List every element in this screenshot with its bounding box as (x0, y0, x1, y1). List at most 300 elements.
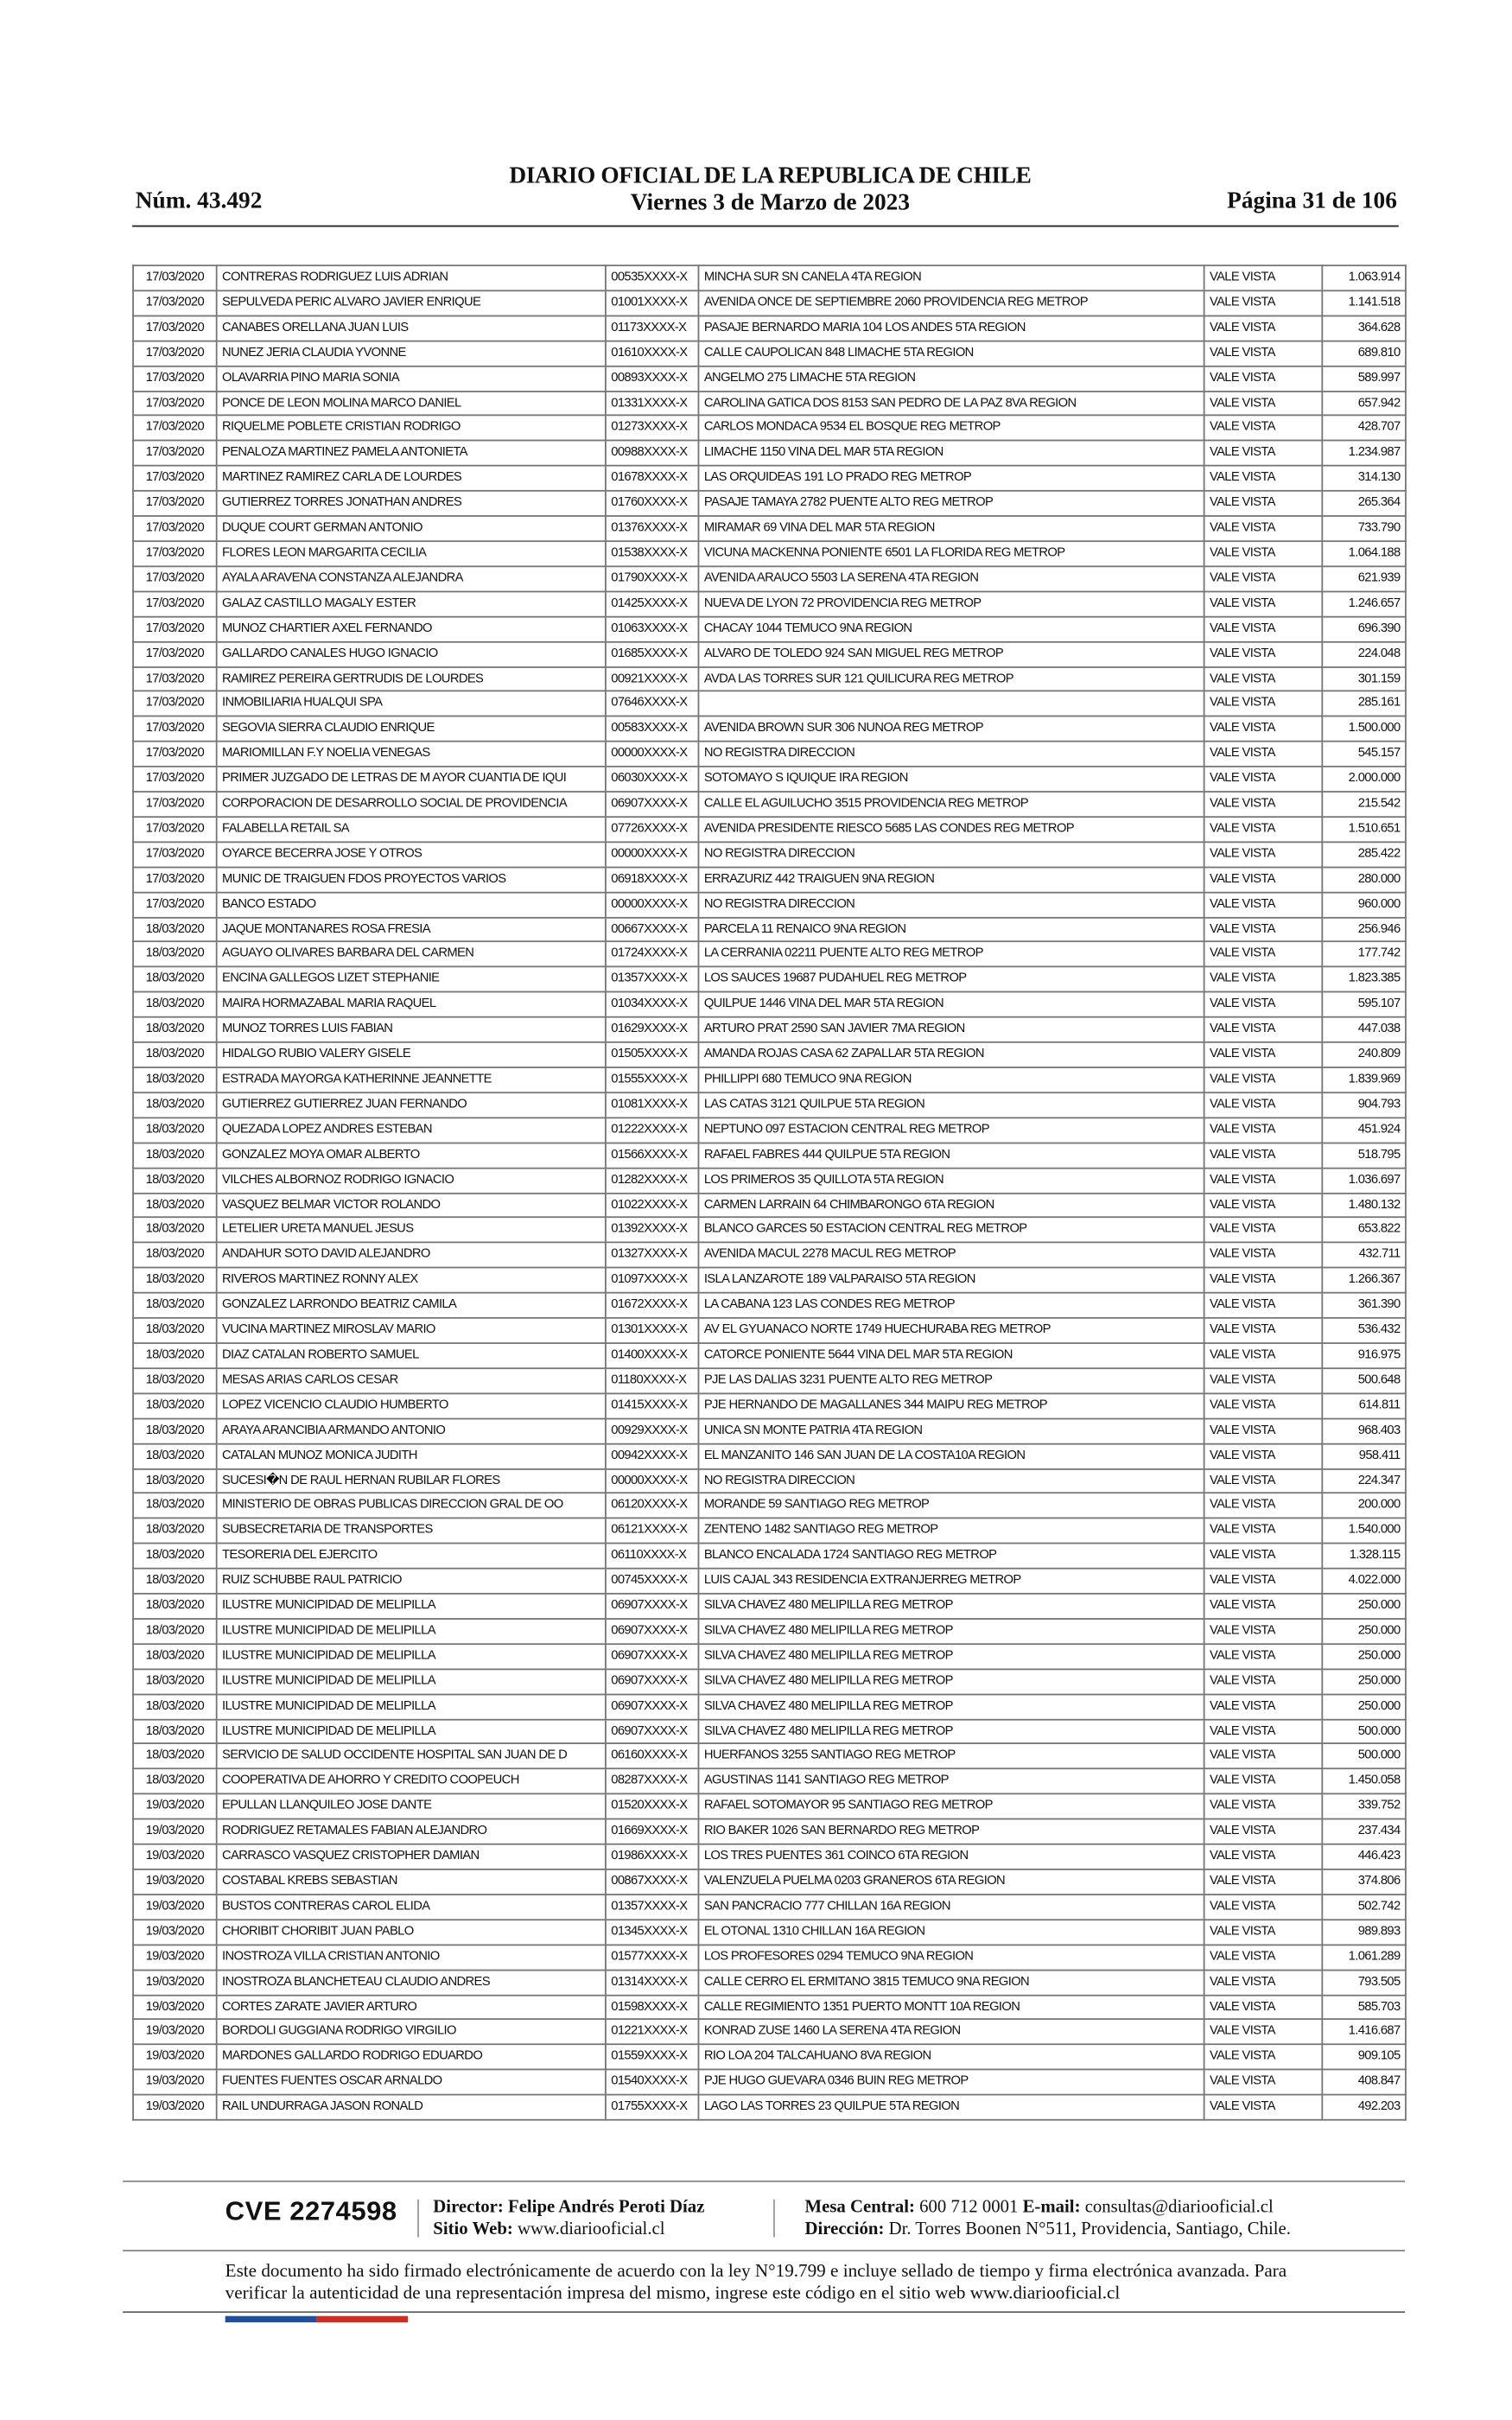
row-payment-type: VALE VISTA (1204, 1067, 1323, 1092)
row-rut: 01790XXXX-X (606, 566, 699, 591)
row-date: 19/03/2020 (133, 1920, 217, 1945)
row-name: MESAS ARIAS CARLOS CESAR (217, 1368, 606, 1393)
row-payment-type: VALE VISTA (1204, 566, 1323, 591)
row-rut: 01986XXXX-X (606, 1844, 699, 1869)
row-date: 19/03/2020 (133, 1869, 217, 1895)
row-rut: 06907XXXX-X (606, 1694, 699, 1719)
row-address: CALLE CERRO EL ERMITANO 3815 TEMUCO 9NA REGION (698, 1970, 1204, 1995)
row-amount: 224.347 (1322, 1468, 1406, 1493)
row-payment-type: VALE VISTA (1204, 992, 1323, 1017)
row-rut: 01520XXXX-X (606, 1794, 699, 1819)
row-amount: 653.822 (1322, 1218, 1406, 1243)
table-row (133, 566, 1406, 591)
row-date: 17/03/2020 (133, 591, 217, 616)
row-payment-type: VALE VISTA (1204, 967, 1323, 992)
row-date: 18/03/2020 (133, 1168, 217, 1193)
row-rut: 01760XXXX-X (606, 491, 699, 516)
row-amount: 733.790 (1322, 516, 1406, 541)
row-address: AVENIDA ARAUCO 5503 LA SERENA 4TA REGION (698, 566, 1204, 591)
row-payment-type: VALE VISTA (1204, 290, 1323, 315)
row-payment-type: VALE VISTA (1204, 1268, 1323, 1293)
row-address: SILVA CHAVEZ 480 MELIPILLA REG METROP (698, 1594, 1204, 1619)
row-amount: 689.810 (1322, 341, 1406, 366)
row-address: UNICA SN MONTE PATRIA 4TA REGION (698, 1418, 1204, 1443)
row-date: 18/03/2020 (133, 1443, 217, 1468)
row-address: NO REGISTRA DIRECCION (698, 842, 1204, 867)
row-rut: 00893XXXX-X (606, 366, 699, 391)
row-name: SUCESI�N DE RAUL HERNAN RUBILAR FLORES (217, 1468, 606, 1493)
row-name: CANABES ORELLANA JUAN LUIS (217, 315, 606, 341)
row-date: 17/03/2020 (133, 566, 217, 591)
row-name: SERVICIO DE SALUD OCCIDENTE HOSPITAL SAN JUAN DE D (217, 1744, 606, 1769)
row-rut: 01081XXXX-X (606, 1092, 699, 1118)
row-payment-type: VALE VISTA (1204, 892, 1323, 917)
row-rut: 06907XXXX-X (606, 1669, 699, 1694)
row-name: ILUSTRE MUNICIPIDAD DE MELIPILLA (217, 1669, 606, 1694)
row-address: LAS CATAS 3121 QUILPUE 5TA REGION (698, 1092, 1204, 1118)
publication-date: Viernes 3 de Marzo de 2023 (630, 190, 911, 216)
row-amount: 1.064.188 (1322, 541, 1406, 566)
row-date: 18/03/2020 (133, 1143, 217, 1168)
row-amount: 1.141.518 (1322, 290, 1406, 315)
row-payment-type: VALE VISTA (1204, 516, 1323, 541)
row-payment-type: VALE VISTA (1204, 1468, 1323, 1493)
row-rut: 01538XXXX-X (606, 541, 699, 566)
row-amount: 968.403 (1322, 1418, 1406, 1443)
row-payment-type: VALE VISTA (1204, 315, 1323, 341)
row-amount: 904.793 (1322, 1092, 1406, 1118)
row-payment-type: VALE VISTA (1204, 1017, 1323, 1042)
row-name: BANCO ESTADO (217, 892, 606, 917)
row-date: 18/03/2020 (133, 1368, 217, 1393)
row-payment-type: VALE VISTA (1204, 1819, 1323, 1844)
row-date: 17/03/2020 (133, 666, 217, 691)
row-rut: 01555XXXX-X (606, 1067, 699, 1092)
table-row (133, 1393, 1406, 1418)
row-address: MORANDE 59 SANTIAGO REG METROP (698, 1493, 1204, 1519)
row-name: MUNOZ CHARTIER AXEL FERNANDO (217, 616, 606, 641)
row-date: 17/03/2020 (133, 867, 217, 892)
table-row (133, 1644, 1406, 1669)
table-row (133, 265, 1406, 290)
row-rut: 00942XXXX-X (606, 1443, 699, 1468)
row-name: PRIMER JUZGADO DE LETRAS DE M AYOR CUANTIA DE IQUI (217, 767, 606, 792)
row-date: 18/03/2020 (133, 1218, 217, 1243)
row-payment-type: VALE VISTA (1204, 1569, 1323, 1594)
row-rut: 01063XXXX-X (606, 616, 699, 641)
row-payment-type: VALE VISTA (1204, 416, 1323, 441)
table-row (133, 1092, 1406, 1118)
table-row (133, 1493, 1406, 1519)
row-name: TESORERIA DEL EJERCITO (217, 1544, 606, 1569)
row-address: ISLA LANZAROTE 189 VALPARAISO 5TA REGION (698, 1268, 1204, 1293)
row-rut: 01357XXXX-X (606, 1895, 699, 1920)
row-payment-type: VALE VISTA (1204, 1769, 1323, 1794)
row-amount: 1.450.058 (1322, 1769, 1406, 1794)
row-name: GONZALEZ LARRONDO BEATRIZ CAMILA (217, 1293, 606, 1318)
row-rut: 00667XXXX-X (606, 917, 699, 942)
table-row (133, 1844, 1406, 1869)
row-name: OYARCE BECERRA JOSE Y OTROS (217, 842, 606, 867)
row-amount: 500.648 (1322, 1368, 1406, 1393)
row-date: 17/03/2020 (133, 290, 217, 315)
row-payment-type: VALE VISTA (1204, 1995, 1323, 2020)
table-row (133, 366, 1406, 391)
row-payment-type: VALE VISTA (1204, 1318, 1323, 1343)
row-address: NO REGISTRA DIRECCION (698, 1468, 1204, 1493)
email-link[interactable]: consultas@diariooficial.cl (1084, 2197, 1274, 2217)
row-rut: 00745XXXX-X (606, 1569, 699, 1594)
row-payment-type: VALE VISTA (1204, 1869, 1323, 1895)
row-name: PENALOZA MARTINEZ PAMELA ANTONIETA (217, 441, 606, 466)
row-address: ARTURO PRAT 2590 SAN JAVIER 7MA REGION (698, 1017, 1204, 1042)
payments-table-body (133, 265, 1406, 2120)
row-address: RIO BAKER 1026 SAN BERNARDO REG METROP (698, 1819, 1204, 1844)
row-amount: 585.703 (1322, 1995, 1406, 2020)
row-date: 17/03/2020 (133, 742, 217, 767)
row-date: 18/03/2020 (133, 1343, 217, 1368)
row-date: 17/03/2020 (133, 391, 217, 416)
row-address: ANGELMO 275 LIMACHE 5TA REGION (698, 366, 1204, 391)
row-date: 19/03/2020 (133, 1970, 217, 1995)
row-rut: 01559XXXX-X (606, 2045, 699, 2070)
row-rut: 00583XXXX-X (606, 716, 699, 742)
table-row (133, 2045, 1406, 2070)
row-name: RAMIREZ PEREIRA GERTRUDIS DE LOURDES (217, 666, 606, 691)
table-row (133, 942, 1406, 967)
row-date: 18/03/2020 (133, 1318, 217, 1343)
row-date: 19/03/2020 (133, 1844, 217, 1869)
row-name: ILUSTRE MUNICIPIDAD DE MELIPILLA (217, 1719, 606, 1744)
row-address: VICUNA MACKENNA PONIENTE 6501 LA FLORIDA REG METROP (698, 541, 1204, 566)
row-name: INOSTROZA BLANCHETEAU CLAUDIO ANDRES (217, 1970, 606, 1995)
row-name: LOPEZ VICENCIO CLAUDIO HUMBERTO (217, 1393, 606, 1418)
row-rut: 01331XXXX-X (606, 391, 699, 416)
website-link[interactable]: www.diariooficial.cl (518, 2219, 665, 2239)
row-address: AMANDA ROJAS CASA 62 ZAPALLAR 5TA REGION (698, 1042, 1204, 1067)
row-amount: 250.000 (1322, 1669, 1406, 1694)
row-address: RAFAEL FABRES 444 QUILPUE 5TA REGION (698, 1143, 1204, 1168)
row-name: GUTIERREZ TORRES JONATHAN ANDRES (217, 491, 606, 516)
row-payment-type: VALE VISTA (1204, 942, 1323, 967)
table-row (133, 1042, 1406, 1067)
row-amount: 1.036.697 (1322, 1168, 1406, 1193)
row-rut: 00535XXXX-X (606, 265, 699, 290)
row-amount: 545.157 (1322, 742, 1406, 767)
row-date: 19/03/2020 (133, 1895, 217, 1920)
row-rut: 01173XXXX-X (606, 315, 699, 341)
row-amount: 960.000 (1322, 892, 1406, 917)
row-address: PARCELA 11 RENAICO 9NA REGION (698, 917, 1204, 942)
row-name: SEPULVEDA PERIC ALVARO JAVIER ENRIQUE (217, 290, 606, 315)
row-date: 17/03/2020 (133, 315, 217, 341)
row-date: 19/03/2020 (133, 1945, 217, 1970)
row-address: AVENIDA MACUL 2278 MACUL REG METROP (698, 1243, 1204, 1268)
table-row (133, 1218, 1406, 1243)
row-payment-type: VALE VISTA (1204, 1594, 1323, 1619)
website-label: Sitio Web: (433, 2219, 513, 2239)
row-name: RAIL UNDURRAGA JASON RONALD (217, 2095, 606, 2120)
row-amount: 451.924 (1322, 1118, 1406, 1143)
row-name: NUNEZ JERIA CLAUDIA YVONNE (217, 341, 606, 366)
table-row (133, 691, 1406, 716)
email-label: E-mail: (1022, 2197, 1081, 2217)
table-row (133, 1945, 1406, 1970)
row-rut: 06907XXXX-X (606, 792, 699, 817)
row-amount: 2.000.000 (1322, 767, 1406, 792)
table-row (133, 1468, 1406, 1493)
row-amount: 1.823.385 (1322, 967, 1406, 992)
row-amount: 314.130 (1322, 466, 1406, 491)
row-rut: 01327XXXX-X (606, 1243, 699, 1268)
row-date: 18/03/2020 (133, 1719, 217, 1744)
row-address: CHACAY 1044 TEMUCO 9NA REGION (698, 616, 1204, 641)
row-rut: 01273XXXX-X (606, 416, 699, 441)
row-date: 18/03/2020 (133, 1243, 217, 1268)
table-row (133, 992, 1406, 1017)
row-payment-type: VALE VISTA (1204, 1293, 1323, 1318)
row-amount: 265.364 (1322, 491, 1406, 516)
row-name: FUENTES FUENTES OSCAR ARNALDO (217, 2070, 606, 2095)
row-address: NUEVA DE LYON 72 PROVIDENCIA REG METROP (698, 591, 1204, 616)
row-address: LUIS CAJAL 343 RESIDENCIA EXTRANJERREG METROP (698, 1569, 1204, 1594)
row-address: LAS ORQUIDEAS 191 LO PRADO REG METROP (698, 466, 1204, 491)
row-date: 17/03/2020 (133, 817, 217, 842)
row-payment-type: VALE VISTA (1204, 767, 1323, 792)
row-amount: 1.061.289 (1322, 1945, 1406, 1970)
row-name: ENCINA GALLEGOS LIZET STEPHANIE (217, 967, 606, 992)
row-payment-type: VALE VISTA (1204, 867, 1323, 892)
row-date: 18/03/2020 (133, 1067, 217, 1092)
row-amount: 958.411 (1322, 1443, 1406, 1468)
row-name: QUEZADA LOPEZ ANDRES ESTEBAN (217, 1118, 606, 1143)
row-name: SUBSECRETARIA DE TRANSPORTES (217, 1519, 606, 1544)
row-payment-type: VALE VISTA (1204, 1443, 1323, 1468)
table-row (133, 416, 1406, 441)
row-name: GUTIERREZ GUTIERREZ JUAN FERNANDO (217, 1092, 606, 1118)
row-payment-type: VALE VISTA (1204, 716, 1323, 742)
row-name: ANDAHUR SOTO DAVID ALEJANDRO (217, 1243, 606, 1268)
row-payment-type: VALE VISTA (1204, 1168, 1323, 1193)
row-rut: 01221XXXX-X (606, 2020, 699, 2045)
flag-stripe-red (316, 2316, 408, 2322)
row-address: CALLE CAUPOLICAN 848 LIMACHE 5TA REGION (698, 341, 1204, 366)
row-amount: 447.038 (1322, 1017, 1406, 1042)
row-amount: 250.000 (1322, 1594, 1406, 1619)
row-date: 17/03/2020 (133, 616, 217, 641)
row-address: NEPTUNO 097 ESTACION CENTRAL REG METROP (698, 1118, 1204, 1143)
row-address: AGUSTINAS 1141 SANTIAGO REG METROP (698, 1769, 1204, 1794)
row-amount: 177.742 (1322, 942, 1406, 967)
row-name: MARTINEZ RAMIREZ CARLA DE LOURDES (217, 466, 606, 491)
table-row (133, 2020, 1406, 2045)
row-payment-type: VALE VISTA (1204, 666, 1323, 691)
row-address: CARLOS MONDACA 9534 EL BOSQUE REG METROP (698, 416, 1204, 441)
row-name: CONTRERAS RODRIGUEZ LUIS ADRIAN (217, 265, 606, 290)
row-rut: 06120XXXX-X (606, 1493, 699, 1519)
row-rut: 01724XXXX-X (606, 942, 699, 967)
row-payment-type: VALE VISTA (1204, 1368, 1323, 1393)
row-payment-type: VALE VISTA (1204, 1343, 1323, 1368)
row-rut: 01669XXXX-X (606, 1819, 699, 1844)
row-amount: 374.806 (1322, 1869, 1406, 1895)
row-name: SEGOVIA SIERRA CLAUDIO ENRIQUE (217, 716, 606, 742)
table-row (133, 341, 1406, 366)
contact-line (805, 2198, 1274, 2217)
mesa-label: Mesa Central: (804, 2197, 915, 2217)
row-name: GONZALEZ MOYA OMAR ALBERTO (217, 1143, 606, 1168)
row-rut: 06030XXXX-X (606, 767, 699, 792)
row-date: 17/03/2020 (133, 341, 217, 366)
row-payment-type: VALE VISTA (1204, 1694, 1323, 1719)
row-address: RAFAEL SOTOMAYOR 95 SANTIAGO REG METROP (698, 1794, 1204, 1819)
row-date: 17/03/2020 (133, 491, 217, 516)
table-row (133, 1594, 1406, 1619)
row-amount: 696.390 (1322, 616, 1406, 641)
row-address: SILVA CHAVEZ 480 MELIPILLA REG METROP (698, 1669, 1204, 1694)
row-payment-type: VALE VISTA (1204, 265, 1323, 290)
table-row (133, 1168, 1406, 1193)
row-address: LAGO LAS TORRES 23 QUILPUE 5TA REGION (698, 2095, 1204, 2120)
table-row (133, 1819, 1406, 1844)
row-payment-type: VALE VISTA (1204, 1418, 1323, 1443)
row-payment-type: VALE VISTA (1204, 742, 1323, 767)
row-payment-type: VALE VISTA (1204, 1719, 1323, 1744)
row-name: MINISTERIO DE OBRAS PUBLICAS DIRECCION GRAL DE OO (217, 1493, 606, 1519)
row-rut: 00929XXXX-X (606, 1418, 699, 1443)
row-payment-type: VALE VISTA (1204, 691, 1323, 716)
row-address: LOS SAUCES 19687 PUDAHUEL REG METROP (698, 967, 1204, 992)
table-row (133, 441, 1406, 466)
row-address: AVDA LAS TORRES SUR 121 QUILICURA REG METROP (698, 666, 1204, 691)
row-rut: 01345XXXX-X (606, 1920, 699, 1945)
row-date: 18/03/2020 (133, 1293, 217, 1318)
row-date: 18/03/2020 (133, 1493, 217, 1519)
table-row (133, 742, 1406, 767)
table-row (133, 641, 1406, 666)
row-rut: 01577XXXX-X (606, 1945, 699, 1970)
row-rut: 01672XXXX-X (606, 1293, 699, 1318)
row-payment-type: VALE VISTA (1204, 817, 1323, 842)
row-rut: 01022XXXX-X (606, 1193, 699, 1218)
table-row (133, 290, 1406, 315)
row-date: 18/03/2020 (133, 1118, 217, 1143)
row-payment-type: VALE VISTA (1204, 591, 1323, 616)
director-label: Director: (433, 2197, 504, 2217)
row-payment-type: VALE VISTA (1204, 641, 1323, 666)
row-name: ILUSTRE MUNICIPIDAD DE MELIPILLA (217, 1594, 606, 1619)
row-rut: 06907XXXX-X (606, 1619, 699, 1644)
row-name: PONCE DE LEON MOLINA MARCO DANIEL (217, 391, 606, 416)
row-name: MARDONES GALLARDO RODRIGO EDUARDO (217, 2045, 606, 2070)
row-date: 17/03/2020 (133, 767, 217, 792)
issue-number: Núm. 43.492 (135, 188, 263, 214)
row-name: CORTES ZARATE JAVIER ARTURO (217, 1995, 606, 2020)
row-payment-type: VALE VISTA (1204, 1794, 1323, 1819)
row-rut: 00921XXXX-X (606, 666, 699, 691)
row-address: ALVARO DE TOLEDO 924 SAN MIGUEL REG METROP (698, 641, 1204, 666)
row-amount: 250.000 (1322, 1619, 1406, 1644)
row-date: 18/03/2020 (133, 1644, 217, 1669)
row-date: 18/03/2020 (133, 967, 217, 992)
row-rut: 06907XXXX-X (606, 1644, 699, 1669)
row-payment-type: VALE VISTA (1204, 2045, 1323, 2070)
row-amount: 301.159 (1322, 666, 1406, 691)
row-date: 17/03/2020 (133, 892, 217, 917)
row-amount: 536.432 (1322, 1318, 1406, 1343)
row-address: NO REGISTRA DIRECCION (698, 892, 1204, 917)
row-name: CORPORACION DE DESARROLLO SOCIAL DE PROVIDENCIA (217, 792, 606, 817)
mesa-phone: 600 712 0001 (919, 2197, 1019, 2217)
address-text: Dr. Torres Boonen N°511, Providencia, Santiago, Chile. (888, 2219, 1291, 2239)
row-payment-type: VALE VISTA (1204, 1895, 1323, 1920)
row-address: PJE HERNANDO DE MAGALLANES 344 MAIPU REG METROP (698, 1393, 1204, 1418)
row-payment-type: VALE VISTA (1204, 2095, 1323, 2120)
table-row (133, 967, 1406, 992)
row-name: AGUAYO OLIVARES BARBARA DEL CARMEN (217, 942, 606, 967)
row-address: CALLE EL AGUILUCHO 3515 PROVIDENCIA REG METROP (698, 792, 1204, 817)
signature-note: Este documento ha sido firmado electrónicamente de acuerdo con la ley N°19.799 e incluye sellado de tiempo y firma electrónica avanzada. Para verificar la autenticidad de una representación impresa del mismo, ingrese este código en el sitio web www.diariooficial.cl (225, 2260, 1287, 2304)
row-amount: 446.423 (1322, 1844, 1406, 1869)
address-label: Dirección: (804, 2219, 885, 2239)
table-row (133, 792, 1406, 817)
row-name: COOPERATIVA DE AHORRO Y CREDITO COOPEUCH (217, 1769, 606, 1794)
row-rut: 00988XXXX-X (606, 441, 699, 466)
website-line (433, 2219, 664, 2238)
row-name: ESTRADA MAYORGA KATHERINNE JEANNETTE (217, 1067, 606, 1092)
row-name: RIVEROS MARTINEZ RONNY ALEX (217, 1268, 606, 1293)
row-date: 18/03/2020 (133, 1769, 217, 1794)
table-row (133, 1744, 1406, 1769)
table-row (133, 1769, 1406, 1794)
row-amount: 793.505 (1322, 1970, 1406, 1995)
row-address: VALENZUELA PUELMA 0203 GRANEROS 6TA REGION (698, 1869, 1204, 1895)
row-amount: 285.422 (1322, 842, 1406, 867)
row-rut: 01755XXXX-X (606, 2095, 699, 2120)
row-name: MUNIC DE TRAIGUEN FDOS PROYECTOS VARIOS (217, 867, 606, 892)
row-address: CALLE REGIMIENTO 1351 PUERTO MONTT 10A REGION (698, 1995, 1204, 2020)
row-payment-type: VALE VISTA (1204, 1193, 1323, 1218)
row-payment-type: VALE VISTA (1204, 1519, 1323, 1544)
row-payment-type: VALE VISTA (1204, 1218, 1323, 1243)
row-amount: 1.266.367 (1322, 1268, 1406, 1293)
row-amount: 215.542 (1322, 792, 1406, 817)
row-date: 18/03/2020 (133, 1569, 217, 1594)
row-rut: 01001XXXX-X (606, 290, 699, 315)
row-amount: 621.939 (1322, 566, 1406, 591)
row-payment-type: VALE VISTA (1204, 1118, 1323, 1143)
row-date: 18/03/2020 (133, 1468, 217, 1493)
row-payment-type: VALE VISTA (1204, 1493, 1323, 1519)
row-date: 18/03/2020 (133, 1193, 217, 1218)
row-rut: 06160XXXX-X (606, 1744, 699, 1769)
row-payment-type: VALE VISTA (1204, 616, 1323, 641)
director-name: Felipe Andrés Peroti Díaz (508, 2197, 705, 2217)
row-amount: 364.628 (1322, 315, 1406, 341)
row-name: OLAVARRIA PINO MARIA SONIA (217, 366, 606, 391)
row-amount: 339.752 (1322, 1794, 1406, 1819)
row-date: 18/03/2020 (133, 1594, 217, 1619)
row-amount: 1.839.969 (1322, 1067, 1406, 1092)
row-date: 18/03/2020 (133, 1669, 217, 1694)
row-rut: 01392XXXX-X (606, 1218, 699, 1243)
row-date: 19/03/2020 (133, 1819, 217, 1844)
table-row (133, 1719, 1406, 1744)
row-rut: 01376XXXX-X (606, 516, 699, 541)
footer-separator-2 (773, 2200, 775, 2238)
row-amount: 500.000 (1322, 1744, 1406, 1769)
row-name: GALLARDO CANALES HUGO IGNACIO (217, 641, 606, 666)
